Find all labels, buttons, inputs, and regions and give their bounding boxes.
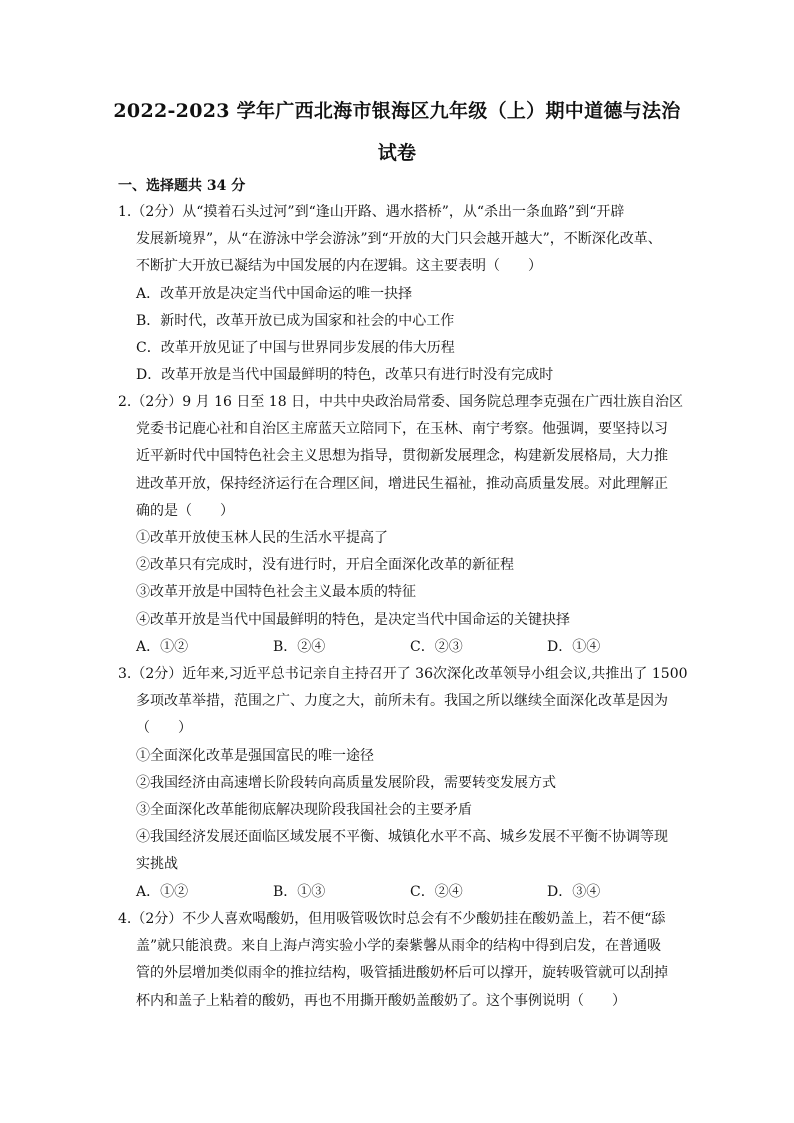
statement-4: ④改革开放是当代中国最鲜明的特色，是决定当代中国命运的关键抉择: [136, 611, 570, 628]
answer-option-a: A．改革开放是决定当代中国命运的唯一抉择: [136, 285, 413, 302]
statement-1: ①改革开放使玉林人民的生活水平提高了: [136, 530, 388, 547]
question-text-line: 盖”就只能浪费。来自上海卢湾实验小学的秦紫馨从雨伞的结构中得到启发，在普通吸: [136, 938, 662, 955]
question-text-line: 管的外层增加类似雨伞的推拉结构，吸管插进酸奶杯后可以撑开，旋转吸管就可以刮掉: [136, 965, 668, 982]
choice-c: C．②④: [410, 883, 463, 900]
question-text-line: 3.（2分）近年来,习近平总书记亲自主持召开了 36次深化改革领导小组会议,共推出了 1500: [118, 666, 688, 682]
choice-c: C．②③: [410, 638, 463, 655]
page-title-continued: 试卷: [377, 142, 417, 164]
statement-4: ④我国经济发展还面临区域发展不平衡、城镇化水平不高、城乡发展不平衡不协调等现: [136, 829, 668, 846]
question-text-line: 杯内和盖子上粘着的酸奶，再也不用撕开酸奶盖酸奶了。这个事例说明（ ）: [136, 992, 626, 1009]
question-1: [118, 199, 684, 389]
statement-4-continued: 实挑战: [136, 856, 178, 873]
choice-d: D．①④: [547, 638, 601, 655]
choice-b: B．②④: [273, 638, 326, 655]
answer-option-d: D．改革开放是当代中国最鲜明的特色，改革只有进行时没有完成时: [136, 367, 554, 384]
choice-row: [118, 879, 684, 906]
question-text-line: （ ）: [136, 720, 192, 737]
choice-d: D．③④: [547, 883, 601, 900]
question-text-line: 确的是（ ）: [136, 502, 234, 519]
question-text-line: 进改革开放，保持经济运行在合理区间，增进民生福祉，推动高质量发展。对此理解正: [136, 475, 668, 492]
question-text-line: 不断扩大开放已凝结为中国发展的内在逻辑。这主要表明（ ）: [136, 258, 542, 275]
question-2: [118, 389, 684, 661]
statement-2: ②改革只有完成时，没有进行时，开启全面深化改革的新征程: [136, 557, 514, 574]
question-text-line: 发展新境界”，从“在游泳中学会游泳”到“开放的大门只会越开越大”，不断深化改革、: [136, 231, 662, 248]
question-3: [118, 661, 688, 906]
question-4: [118, 906, 684, 1015]
answer-option-c: C．改革开放见证了中国与世界同步发展的伟大历程: [136, 340, 455, 357]
choice-b: B．①③: [273, 883, 326, 900]
page-title: 2022-2023 学年广西北海市银海区九年级（上）期中道德与法治: [113, 100, 681, 122]
statement-1: ①全面深化改革是强国富民的唯一途径: [136, 747, 374, 764]
choice-a: A．①②: [136, 883, 189, 900]
question-text-line: 1.（2分）从“摸着石头过河”到“逢山开路、遇水搭桥”，从“杀出一条血路”到“开辟: [118, 204, 625, 220]
statement-3: ③全面深化改革能彻底解决现阶段我国社会的主要矛盾: [136, 802, 472, 819]
statement-2: ②我国经济由高速增长阶段转向高质量发展阶段，需要转变发展方式: [136, 774, 556, 791]
choice-row: [118, 634, 684, 661]
question-text-line: 近平新时代中国特色社会主义思想为指导，贯彻新发展理念，构建新发展格局，大力推: [136, 448, 668, 465]
question-text-line: 4.（2分）不少人喜欢喝酸奶，但用吸管吸饮时总会有不少酸奶挂在酸奶盖上，若不便“舔: [118, 911, 666, 927]
choice-a: A．①②: [136, 638, 189, 655]
section-heading: 一、选择题共 34 分: [118, 178, 246, 194]
question-text-line: 多项改革举措，范围之广、力度之大，前所未有。我国之所以继续全面深化改革是因为: [136, 693, 668, 710]
question-text-line: 党委书记鹿心社和自治区主席蓝天立陪同下，在玉林、南宁考察。他强调，要坚持以习: [136, 421, 668, 438]
answer-option-b: B．新时代，改革开放已成为国家和社会的中心工作: [136, 312, 455, 329]
question-text-line: 2.（2分）9 月 16 日至 18 日，中共中央政治局常委、国务院总理李克强在广西壮族自治区: [118, 394, 684, 410]
statement-3: ③改革开放是中国特色社会主义最本质的特征: [136, 584, 416, 601]
